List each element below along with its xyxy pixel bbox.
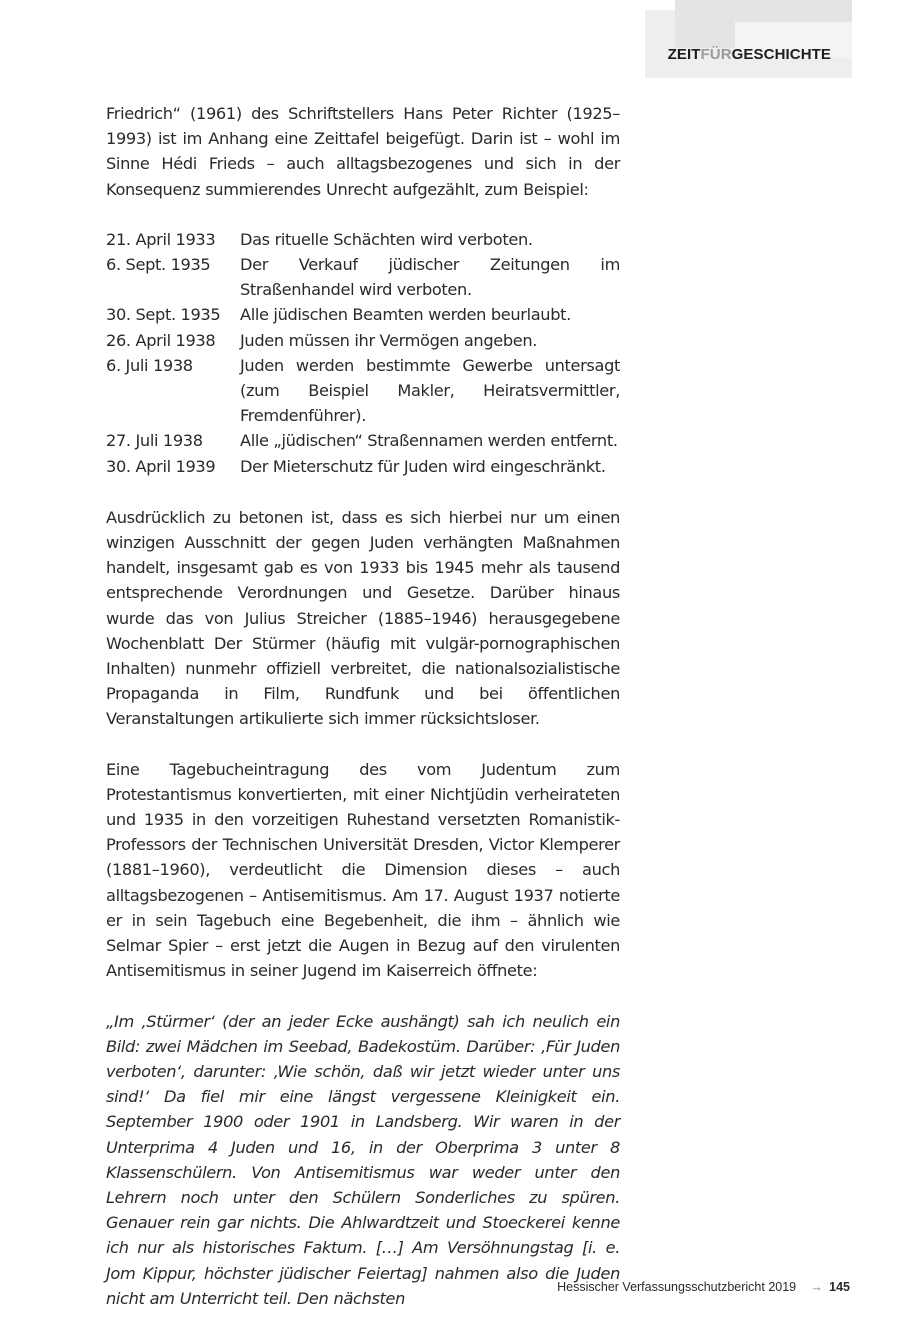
timeline-table [106, 227, 620, 479]
paragraph-gap [106, 732, 620, 757]
timeline-event: Das rituelle Schächten wird verboten. [240, 229, 533, 249]
timeline-date: 27. Juli 1938 [106, 431, 203, 451]
timeline-row [106, 302, 620, 327]
arrow-right-icon: → [810, 1279, 824, 1294]
timeline-row [106, 252, 620, 302]
timeline-event: Alle jüdischen Beamten werden beurlaubt. [240, 305, 571, 325]
timeline-date: 30. Sept. 1935 [106, 305, 221, 325]
paragraph-propaganda: Ausdrücklich zu betonen ist, dass es sich hierbei nur um einen winzigen Ausschnitt der gegen Juden verhängten Maßnahmen handelt, insgesamt gab es von 1933 bis 1945 mehr als tausend entsprechende Verordnungen und Gesetze. Darüber hinaus wurde das von Julius Streicher (1885–1946) herausgegebene Wochenblatt Der Stürmer (häufig mit vulgär-pornographischen Inhalten) nunmehr offiziell verbreitet, die nationalsozialistische Propaganda in Film, Rundfunk und bei öffentlichen Veranstaltungen artikulierte sich immer rücksichtsloser. [106, 507, 620, 729]
timeline-date: 6. Juli 1938 [106, 355, 193, 375]
timeline-date: 30. April 1939 [106, 456, 216, 476]
page-number: 145 [829, 1279, 850, 1294]
timeline-event: Der Verkauf jüdischer Zeitungen im Straßenhandel wird verboten. [240, 255, 620, 300]
paragraph-klemperer: Eine Tagebucheintragung des vom Judentum zum Protestantismus konvertierten, mit einer Nichtjüdin verheirateten und 1935 in den vorzeitigen Ruhestand versetzten Romanistik-Professors der Technischen Universität Dresden, Victor Klemperer (1881–1960), verdeutlicht die Dimension dieses – auch alltagsbezogenen – Antisemitismus. Am 17. August 1937 notierte er in sein Tagebuch eine Begebenheit, die ihm – ähnlich wie Selmar Spier – erst jetzt die Augen in Bezug auf den virulenten Antisemitismus in seiner Jugend im Kaiserreich öffnete: [106, 759, 620, 981]
timeline-date: 21. April 1933 [106, 229, 216, 249]
timeline-row [106, 328, 620, 353]
timeline-row [106, 353, 620, 429]
article-body [106, 101, 620, 1311]
diary-quote: „Im ‚Stürmer‘ (der an jeder Ecke aushängt) sah ich neulich ein Bild: zwei Mädchen im Seebad, Badekostüm. Darüber: ‚Für Juden verboten‘, darunter: ‚Wie schön, daß wir jetzt wieder unter uns sind!‘ Da fiel mir eine längst vergessene Kleinigkeit ein. September 1900 oder 1901 in Landsberg. Wir waren in der Unterprima 4 Juden und 16, in der Oberprima 3 unter 8 Klassenschülern. Von Antisemitismus war weder unter den Lehrern noch unter den Schülern Sonderliches zu spüren. Genauer rein gar nichts. Die Ahlwardtzeit und Stoeckerei kenne ich nur als historisches Faktum. […] Am Versöhnungstag [i. e. Jom Kippur, höchster jüdischer Feiertag] nahmen also die Juden nicht am Unterricht teil. Den nächsten [106, 1011, 620, 1308]
timeline-date: 6. Sept. 1935 [106, 255, 211, 275]
paragraph-gap [106, 984, 620, 1009]
timeline-event: Der Mieterschutz für Juden wird eingeschränkt. [240, 456, 606, 476]
brand-part: GESCHICHTE [731, 46, 831, 63]
timeline-row [106, 227, 620, 252]
brand-logo [668, 46, 831, 63]
intro-paragraph: Friedrich“ (1961) des Schriftstellers Hans Peter Richter (1925–1993) ist im Anhang eine Zeittafel beigefügt. Darin ist – wohl im Sinne Hédi Frieds – auch alltagsbezogenes und sich in der Konsequenz summierendes Unrecht aufgezählt, zum Beispiel: [106, 104, 620, 199]
timeline-event: Juden werden bestimmte Gewerbe untersagt (zum Beispiel Makler, Heiratsvermittler, Fremdenführer). [240, 355, 620, 426]
brand-part: ZEIT [667, 46, 701, 63]
timeline-row [106, 428, 620, 453]
brand-part-highlight: FÜR [700, 46, 732, 63]
page-footer [557, 1279, 850, 1294]
publication-title: Hessischer Verfassungsschutzbericht 2019 [557, 1279, 797, 1294]
timeline-date: 26. April 1938 [106, 330, 216, 350]
timeline-event: Juden müssen ihr Vermögen angeben. [240, 330, 538, 350]
header-decoration [645, 0, 852, 78]
timeline-event: Alle „jüdischen“ Straßennamen werden entfernt. [240, 431, 618, 451]
timeline-row [106, 454, 620, 479]
